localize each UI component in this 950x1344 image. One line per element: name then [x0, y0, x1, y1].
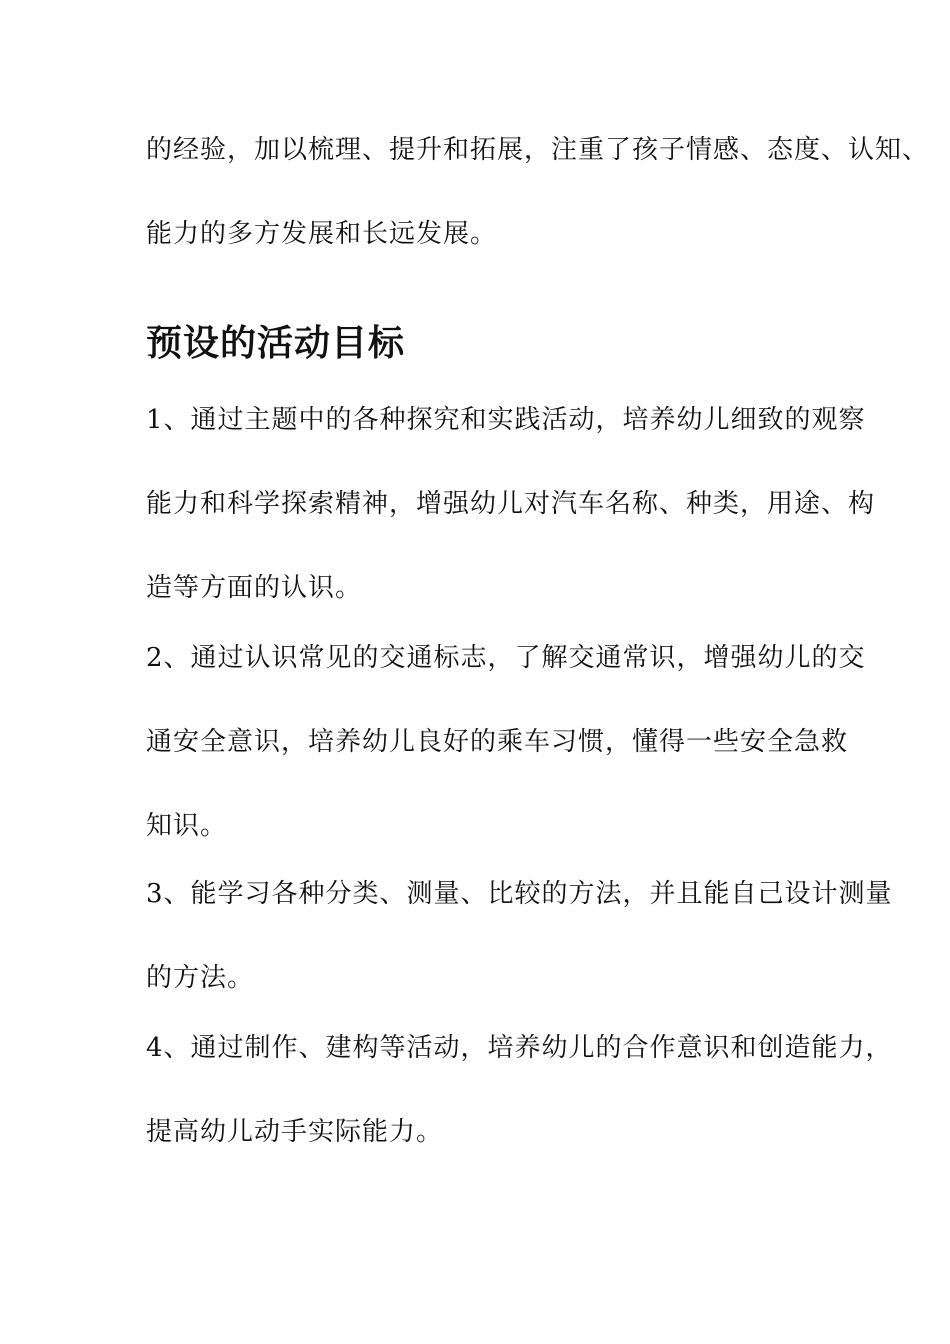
intro-text-line: 的经验，加以梳理、提升和拓展，注重了孩子情感、态度、认知、	[146, 135, 930, 165]
goal-text-line: 提高幼儿动手实际能力。	[146, 1117, 444, 1147]
intro-text-line: 能力的多方发展和长远发展。	[146, 219, 498, 249]
goal-text-line: 能力和科学探索精神，增强幼儿对汽车名称、种类，用途、构	[146, 489, 876, 519]
goal-text-line: 通安全意识，培养幼儿良好的乘车习惯，懂得一些安全急救	[146, 727, 849, 757]
goal-text-line: 造等方面的认识。	[146, 573, 363, 603]
section-heading: 预设的活动目标	[146, 323, 406, 364]
goal-text-line: 知识。	[146, 811, 228, 841]
goal-text-line: 3、能学习各种分类、测量、比较的方法，并且能自己设计测量	[146, 879, 893, 909]
goal-text-line: 1、通过主题中的各种探究和实践活动，培养幼儿细致的观察	[146, 405, 866, 435]
goal-text-line: 的方法。	[146, 963, 255, 993]
goal-text-line: 2、通过认识常见的交通标志，了解交通常识，增强幼儿的交	[146, 643, 866, 673]
goal-text-line: 4、通过制作、建构等活动，培养幼儿的合作意识和创造能力，	[146, 1033, 893, 1063]
